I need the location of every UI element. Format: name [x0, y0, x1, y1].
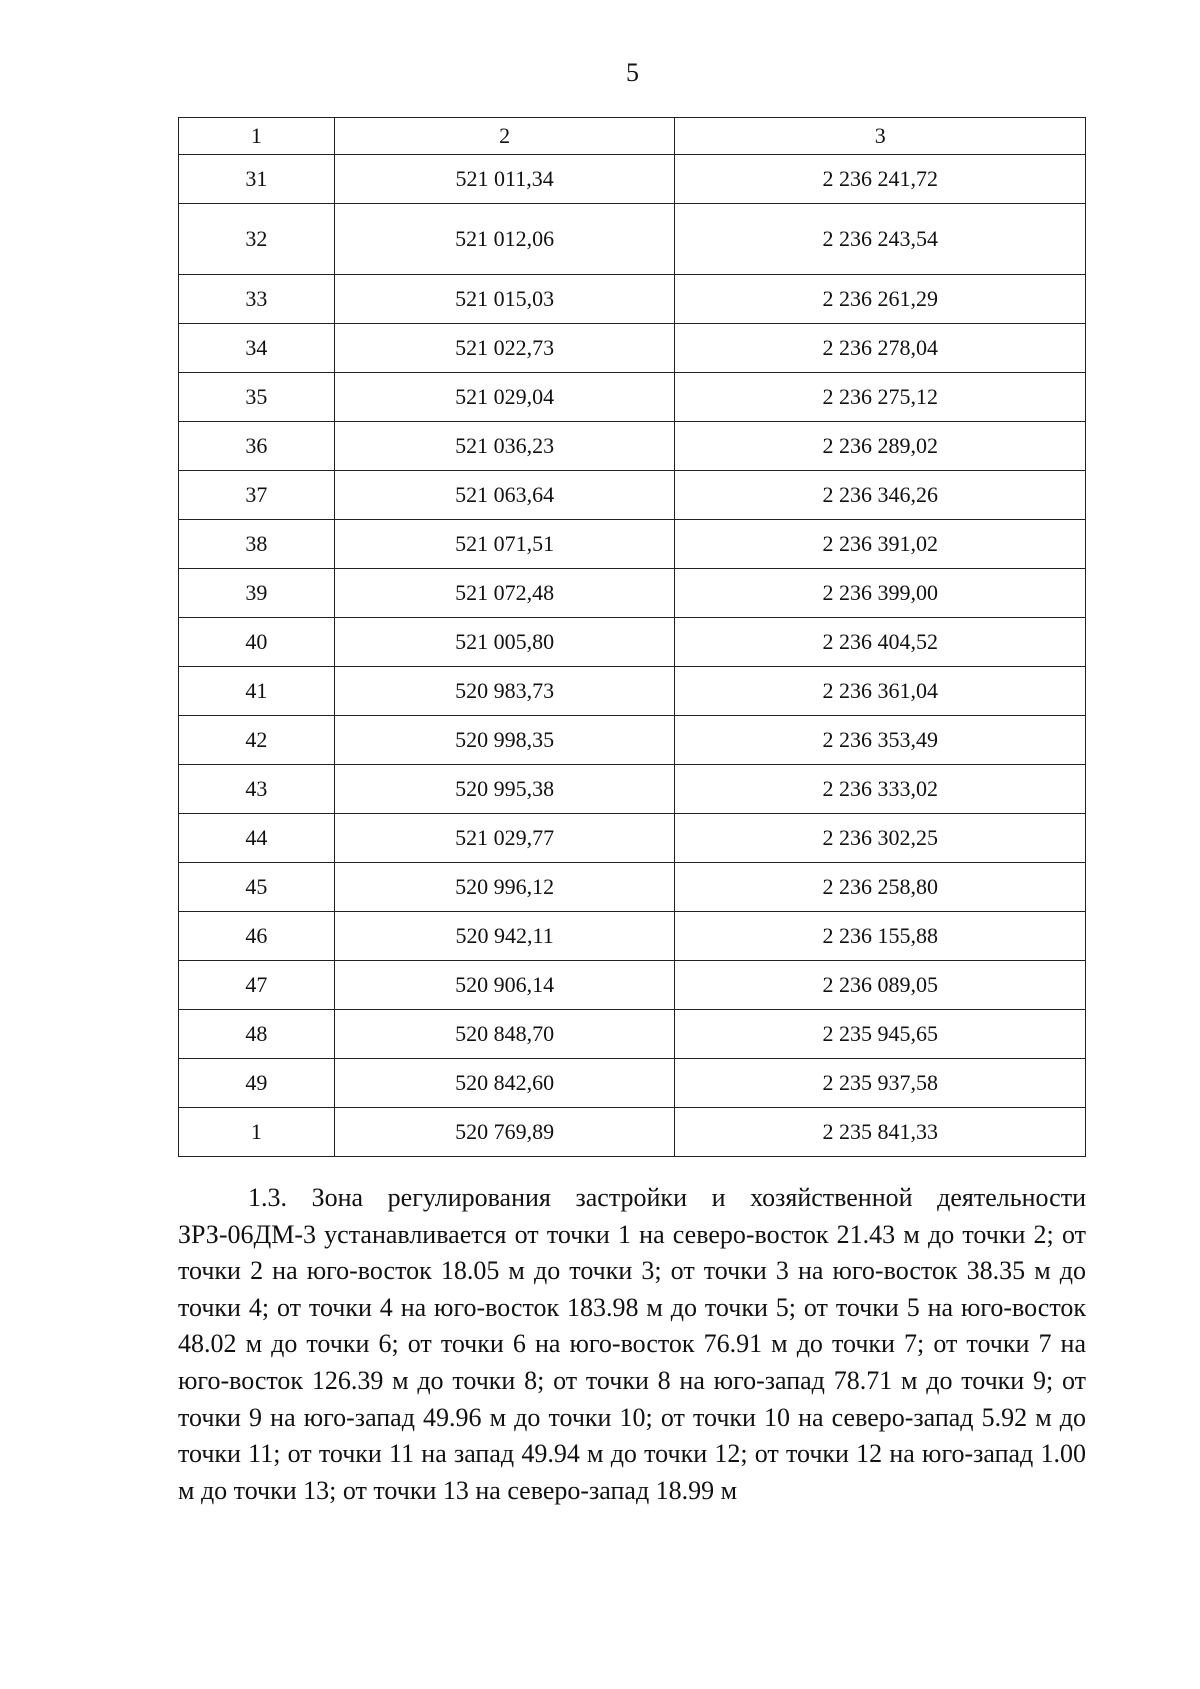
- point-number: 41: [179, 667, 335, 716]
- y-coordinate: 2 236 261,29: [675, 275, 1086, 324]
- y-coordinate: 2 236 361,04: [675, 667, 1086, 716]
- point-number: 37: [179, 471, 335, 520]
- x-coordinate: 520 983,73: [334, 667, 675, 716]
- y-coordinate: 2 236 089,05: [675, 961, 1086, 1010]
- section-paragraph: 1.3. Зона регулирования застройки и хозяйственной деятельности ЗРЗ-06ДМ-3 устанавливается от точки 1 на северо-восток 21.43 м до точки 2; от точки 2 на юго-восток 18.05 м до точки 3; от точки 3 на юго-восток 38.35 м до точки 4; от точки 4 на юго-восток 183.98 м до точки 5; от точки 5 на юго-восток 48.02 м до точки 6; от точки 6 на юго-восток 76.91 м до точки 7; от точки 7 на юго-восток 126.39 м до точки 8; от точки 8 на юго-запад 78.71 м до точки 9; от точки 9 на юго-запад 49.96 м до точки 10; от точки 10 на северо-запад 5.92 м до точки 11; от точки 11 на запад 49.94 м до точки 12; от точки 12 на юго-запад 1.00 м до точки 13; от точки 13 на северо-запад 18.99 м: [178, 1183, 1086, 1505]
- y-coordinate: 2 236 346,26: [675, 471, 1086, 520]
- point-number: 45: [179, 863, 335, 912]
- point-number: 31: [179, 155, 335, 204]
- y-coordinate: 2 236 391,02: [675, 520, 1086, 569]
- x-coordinate: 521 029,77: [334, 814, 675, 863]
- table-row: [179, 961, 1086, 1010]
- y-coordinate: 2 236 258,80: [675, 863, 1086, 912]
- table-row: [179, 765, 1086, 814]
- y-coordinate: 2 236 404,52: [675, 618, 1086, 667]
- x-coordinate: 520 769,89: [334, 1108, 675, 1157]
- point-number: 47: [179, 961, 335, 1010]
- x-coordinate: 520 848,70: [334, 1010, 675, 1059]
- x-coordinate: 521 022,73: [334, 324, 675, 373]
- point-number: 39: [179, 569, 335, 618]
- y-coordinate: 2 236 353,49: [675, 716, 1086, 765]
- coordinates-table: [178, 117, 1086, 1157]
- point-number: 32: [179, 204, 335, 275]
- point-number: 43: [179, 765, 335, 814]
- table-row: [179, 471, 1086, 520]
- y-coordinate: 2 235 937,58: [675, 1059, 1086, 1108]
- point-number: 38: [179, 520, 335, 569]
- point-number: 1: [179, 1108, 335, 1157]
- point-number: 49: [179, 1059, 335, 1108]
- x-coordinate: 521 029,04: [334, 373, 675, 422]
- table-row: [179, 204, 1086, 275]
- table-row: [179, 155, 1086, 204]
- table-row: [179, 863, 1086, 912]
- table-row: [179, 569, 1086, 618]
- table-row: [179, 814, 1086, 863]
- x-coordinate: 520 942,11: [334, 912, 675, 961]
- column-header-x: 2: [334, 118, 675, 155]
- point-number: 33: [179, 275, 335, 324]
- point-number: 46: [179, 912, 335, 961]
- column-header-y: 3: [675, 118, 1086, 155]
- y-coordinate: 2 235 945,65: [675, 1010, 1086, 1059]
- point-number: 34: [179, 324, 335, 373]
- page-number: 5: [626, 58, 639, 87]
- x-coordinate: 521 015,03: [334, 275, 675, 324]
- x-coordinate: 520 906,14: [334, 961, 675, 1010]
- table-row: [179, 912, 1086, 961]
- y-coordinate: 2 236 302,25: [675, 814, 1086, 863]
- y-coordinate: 2 236 155,88: [675, 912, 1086, 961]
- point-number: 36: [179, 422, 335, 471]
- y-coordinate: 2 236 399,00: [675, 569, 1086, 618]
- x-coordinate: 521 012,06: [334, 204, 675, 275]
- y-coordinate: 2 236 275,12: [675, 373, 1086, 422]
- y-coordinate: 2 236 289,02: [675, 422, 1086, 471]
- table-row: [179, 716, 1086, 765]
- x-coordinate: 520 998,35: [334, 716, 675, 765]
- x-coordinate: 520 842,60: [334, 1059, 675, 1108]
- table-body: [179, 155, 1086, 1157]
- x-coordinate: 521 036,23: [334, 422, 675, 471]
- x-coordinate: 521 011,34: [334, 155, 675, 204]
- point-number: 40: [179, 618, 335, 667]
- table-row: [179, 520, 1086, 569]
- y-coordinate: 2 236 333,02: [675, 765, 1086, 814]
- y-coordinate: 2 236 241,72: [675, 155, 1086, 204]
- x-coordinate: 521 005,80: [334, 618, 675, 667]
- x-coordinate: 521 072,48: [334, 569, 675, 618]
- x-coordinate: 521 063,64: [334, 471, 675, 520]
- point-number: 48: [179, 1010, 335, 1059]
- y-coordinate: 2 236 278,04: [675, 324, 1086, 373]
- y-coordinate: 2 236 243,54: [675, 204, 1086, 275]
- point-number: 35: [179, 373, 335, 422]
- x-coordinate: 520 996,12: [334, 863, 675, 912]
- table-row: [179, 1010, 1086, 1059]
- x-coordinate: 521 071,51: [334, 520, 675, 569]
- point-number: 44: [179, 814, 335, 863]
- table-header-row: [179, 118, 1086, 155]
- point-number: 42: [179, 716, 335, 765]
- y-coordinate: 2 235 841,33: [675, 1108, 1086, 1157]
- column-header-point: 1: [179, 118, 335, 155]
- table-row: [179, 422, 1086, 471]
- table-row: [179, 667, 1086, 716]
- table-row: [179, 275, 1086, 324]
- table-row: [179, 1108, 1086, 1157]
- table-row: [179, 373, 1086, 422]
- x-coordinate: 520 995,38: [334, 765, 675, 814]
- table-row: [179, 1059, 1086, 1108]
- table-row: [179, 618, 1086, 667]
- table-row: [179, 324, 1086, 373]
